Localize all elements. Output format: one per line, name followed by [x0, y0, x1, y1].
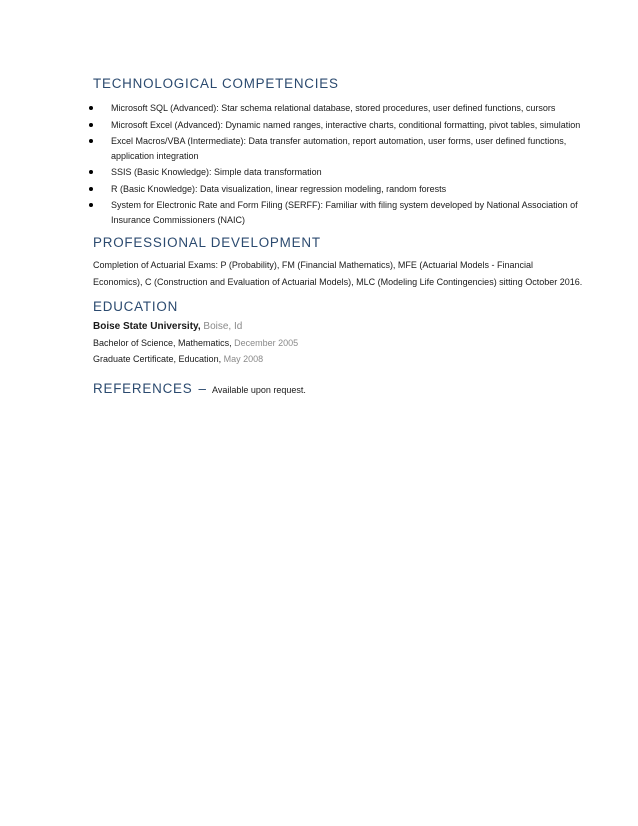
- degree-date: December 2005: [234, 338, 299, 348]
- references-line: [93, 381, 583, 396]
- references-dash: –: [198, 381, 206, 396]
- technological-list: [93, 101, 583, 227]
- school-location: Boise, Id: [203, 321, 243, 332]
- professional-heading: PROFESSIONAL DEVELOPMENT: [93, 235, 321, 250]
- list-item: Excel Macros/VBA (Intermediate): Data transfer automation, report automation, user forms, user defined functions, application integration: [93, 134, 583, 163]
- school-line: [93, 319, 583, 335]
- technological-heading: TECHNOLOGICAL COMPETENCIES: [93, 76, 339, 91]
- list-item: Microsoft SQL (Advanced): Star schema relational database, stored procedures, user defined functions, cursors: [93, 101, 583, 116]
- professional-text: Completion of Actuarial Exams: P (Probability), FM (Financial Mathematics), MFE (Actuarial Models - Financial Economics), C (Construction and Evaluation of Actuarial Models), MLC (Modeling Life Contingencies) sitting October 2016.: [93, 260, 583, 287]
- school-name: Boise State University,: [93, 321, 201, 332]
- list-item: Microsoft Excel (Advanced): Dynamic named ranges, interactive charts, conditional formatting, pivot tables, simulation: [93, 118, 583, 133]
- references-text: Available upon request.: [211, 385, 306, 395]
- resume-content: [93, 76, 583, 396]
- degree-text: Graduate Certificate, Education,: [93, 354, 224, 364]
- degree-line: [93, 351, 583, 367]
- list-item: System for Electronic Rate and Form Filing (SERFF): Familiar with filing system developed by National Association of Insurance Commissioners (NAIC): [93, 198, 583, 227]
- list-item: SSIS (Basic Knowledge): Simple data transformation: [93, 165, 583, 180]
- references-heading: REFERENCES: [93, 381, 193, 396]
- degree-text: Bachelor of Science, Mathematics,: [93, 338, 235, 348]
- degree-date: May 2008: [223, 354, 264, 364]
- degree-line: [93, 335, 583, 351]
- education-heading: EDUCATION: [93, 299, 179, 314]
- list-item: R (Basic Knowledge): Data visualization, linear regression modeling, random forests: [93, 182, 583, 197]
